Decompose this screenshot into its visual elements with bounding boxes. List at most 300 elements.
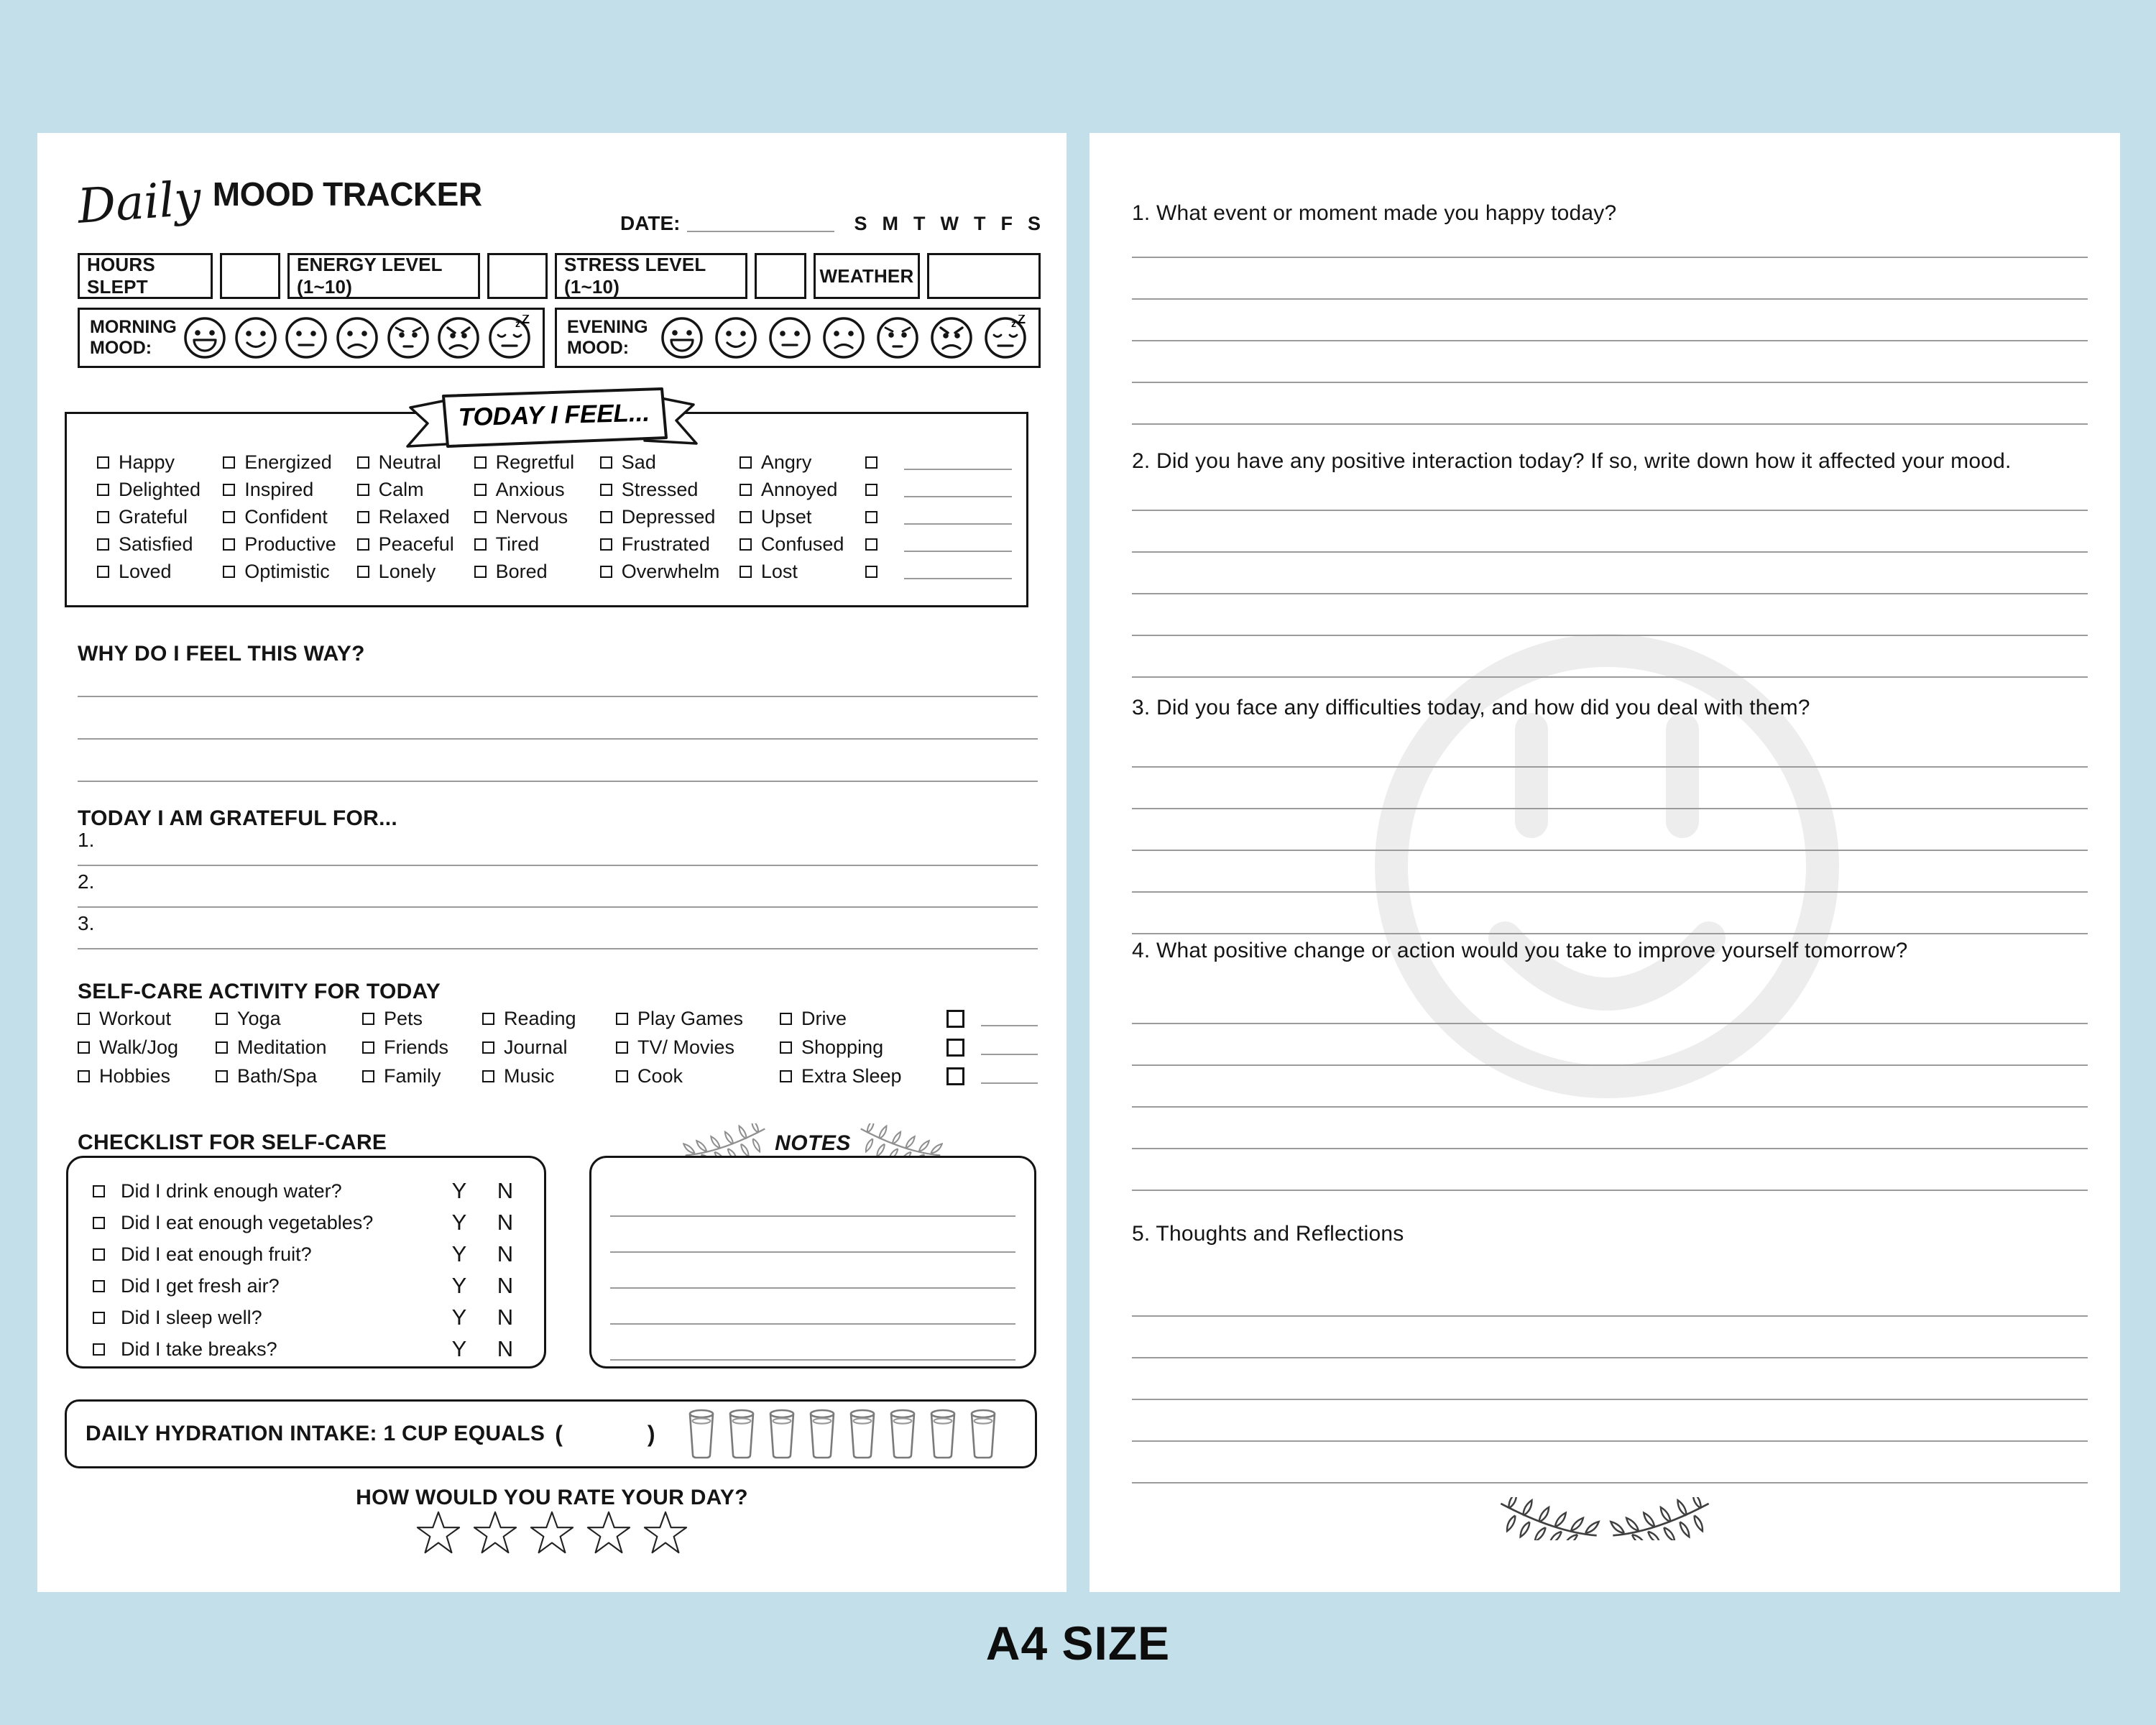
checkbox-icon[interactable]	[865, 566, 877, 578]
grateful-item[interactable]: 2.	[78, 866, 1038, 908]
checkbox-icon[interactable]	[362, 1013, 374, 1025]
checkbox-icon[interactable]	[93, 1343, 105, 1356]
checkbox-icon[interactable]	[97, 484, 109, 496]
checkbox-icon[interactable]	[740, 484, 752, 496]
rating-heading: HOW WOULD YOU RATE YOUR DAY?	[356, 1486, 748, 1509]
checkbox-icon[interactable]	[616, 1013, 628, 1025]
checkbox-icon[interactable]	[357, 538, 369, 551]
selfcare-label: TV/ Movies	[637, 1036, 735, 1058]
checkbox-icon[interactable]	[865, 456, 877, 469]
write-line[interactable]	[1132, 983, 2088, 1024]
checkbox-icon[interactable]	[865, 511, 877, 523]
feeling-option[interactable]	[600, 503, 740, 530]
feeling-option[interactable]	[97, 476, 223, 503]
write-line[interactable]	[610, 1289, 1015, 1325]
selfcare-column	[616, 1004, 780, 1090]
feeling-label: Tired	[495, 533, 540, 555]
water-cup-icon[interactable]	[929, 1408, 957, 1460]
selfcare-label: Music	[504, 1064, 555, 1087]
frown-face-icon[interactable]	[821, 315, 867, 361]
leaf-branch-left	[1495, 1497, 1603, 1544]
yes-option[interactable]: Y	[451, 1273, 467, 1298]
sleepy-face-icon[interactable]	[982, 315, 1028, 361]
selfcare-option[interactable]	[216, 1062, 362, 1090]
selfcare-label: Bath/Spa	[237, 1064, 318, 1087]
checklist-question: Did I sleep well?	[121, 1306, 262, 1328]
checkbox-icon[interactable]	[78, 1013, 90, 1025]
selfcare-label: Cook	[637, 1064, 683, 1087]
feeling-label: Happy	[119, 451, 175, 473]
checkbox-icon[interactable]	[865, 538, 877, 551]
feeling-custom-option[interactable]	[865, 476, 1012, 503]
feeling-option[interactable]	[474, 503, 600, 530]
feeling-option[interactable]	[474, 530, 600, 558]
feeling-option[interactable]	[223, 503, 356, 530]
selfcare-option[interactable]	[780, 1033, 946, 1062]
question-lines	[1132, 469, 2088, 678]
info-label-stress-level-1-10-: STRESS LEVEL (1~10)	[555, 253, 747, 299]
feeling-option[interactable]	[474, 476, 600, 503]
question-label: 4. What positive change or action would you take to improve yourself tomorrow?	[1132, 939, 1908, 962]
write-line[interactable]	[1132, 1358, 2088, 1400]
no-option[interactable]: N	[497, 1336, 514, 1361]
selfcare-option[interactable]	[616, 1062, 780, 1090]
neutral-face-icon[interactable]	[767, 315, 813, 361]
worried-face-icon[interactable]	[875, 315, 921, 361]
write-line[interactable]	[1132, 1024, 2088, 1066]
question-lines	[1132, 1275, 2088, 1484]
angry-face-icon[interactable]	[929, 315, 975, 361]
selfcare-option[interactable]	[616, 1004, 780, 1033]
week-letter[interactable]: F	[1000, 213, 1013, 234]
question-lines	[1132, 216, 2088, 425]
write-line[interactable]	[78, 697, 1038, 740]
write-line[interactable]	[1132, 851, 2088, 893]
week-letter[interactable]: T	[913, 213, 926, 234]
checkbox-icon[interactable]	[78, 1041, 90, 1054]
checkbox-icon[interactable]	[600, 566, 612, 578]
feelings-column	[600, 448, 740, 585]
feeling-custom-option[interactable]	[865, 530, 1012, 558]
feeling-option[interactable]	[740, 530, 865, 558]
smile-face-icon[interactable]	[233, 315, 279, 361]
no-option[interactable]: N	[497, 1305, 514, 1330]
feeling-label: Depressed	[621, 505, 716, 528]
question-label: 2. Did you have any positive interaction today? If so, write down how it affected your mood.	[1132, 449, 2012, 473]
checkbox-icon[interactable]	[97, 538, 109, 551]
no-option[interactable]: N	[497, 1273, 514, 1298]
week-letters	[839, 213, 1041, 235]
write-line[interactable]	[1132, 726, 2088, 768]
no-option[interactable]: N	[497, 1210, 514, 1235]
feeling-option[interactable]	[357, 558, 474, 585]
checkbox-icon[interactable]	[223, 511, 235, 523]
checkbox-icon[interactable]	[93, 1185, 105, 1197]
feeling-label: Relaxed	[378, 505, 450, 528]
selfcare-option[interactable]	[482, 1004, 616, 1033]
feeling-label: Energized	[244, 451, 332, 473]
water-cup-icon[interactable]	[969, 1408, 998, 1460]
star-icon[interactable]	[416, 1510, 461, 1555]
checkbox-icon[interactable]	[740, 566, 752, 578]
water-cup-icon[interactable]	[768, 1408, 796, 1460]
checkbox-icon[interactable]	[780, 1013, 792, 1025]
feeling-option[interactable]	[740, 476, 865, 503]
write-line[interactable]	[1132, 1275, 2088, 1317]
feeling-option[interactable]	[600, 476, 740, 503]
smile-face-icon[interactable]	[713, 315, 759, 361]
feeling-label: Confused	[760, 533, 844, 555]
selfcare-option[interactable]	[362, 1004, 482, 1033]
checkbox-icon[interactable]	[223, 538, 235, 551]
rating-stars	[37, 1510, 1067, 1555]
checkbox-icon[interactable]	[616, 1041, 628, 1054]
hydration-open-paren: (	[555, 1420, 563, 1447]
checkbox-icon[interactable]	[946, 1010, 964, 1028]
star-icon[interactable]	[643, 1510, 688, 1555]
write-line[interactable]	[904, 564, 1012, 579]
selfcare-label: Yoga	[237, 1007, 281, 1029]
bottom-leaves-decoration	[1089, 1497, 2120, 1544]
checkbox-icon[interactable]	[97, 456, 109, 469]
selfcare-custom-option[interactable]	[946, 1004, 1038, 1033]
water-cup-icon[interactable]	[727, 1408, 756, 1460]
feeling-option[interactable]	[357, 476, 474, 503]
write-line[interactable]	[1132, 1400, 2088, 1442]
question-lines	[1132, 983, 2088, 1191]
write-line[interactable]	[1132, 553, 2088, 594]
selfcare-label: Walk/Jog	[99, 1036, 179, 1058]
question-label: 1. What event or moment made you happy today?	[1132, 201, 1617, 225]
checkbox-icon[interactable]	[78, 1070, 90, 1082]
write-line[interactable]	[78, 655, 1038, 697]
grateful-item[interactable]: 1.	[78, 824, 1038, 866]
selfcare-option[interactable]	[78, 1062, 216, 1090]
write-line[interactable]	[1132, 1317, 2088, 1358]
feelings-column	[223, 448, 356, 585]
hydration-close-paren: )	[647, 1420, 655, 1447]
checkbox-icon[interactable]	[357, 566, 369, 578]
page-header	[75, 170, 1041, 254]
feeling-label: Stressed	[621, 478, 699, 500]
page-title: MOOD TRACKER	[212, 175, 482, 213]
selfcare-option[interactable]	[780, 1062, 946, 1090]
write-line[interactable]	[1132, 768, 2088, 809]
feeling-option[interactable]	[474, 558, 600, 585]
selfcare-column	[780, 1004, 946, 1090]
checkbox-icon[interactable]	[223, 566, 235, 578]
checkbox-icon[interactable]	[740, 538, 752, 551]
selfcare-label: Shopping	[801, 1036, 884, 1058]
feeling-label: Grateful	[119, 505, 188, 528]
checkbox-icon[interactable]	[616, 1070, 628, 1082]
selfcare-column	[216, 1004, 362, 1090]
feeling-label: Regretful	[495, 451, 575, 473]
checklist-row	[93, 1207, 528, 1238]
leaf-branch-right	[1607, 1497, 1715, 1544]
feeling-option[interactable]	[223, 530, 356, 558]
week-letter[interactable]: W	[940, 213, 959, 234]
selfcare-label: Family	[384, 1064, 441, 1087]
write-line[interactable]	[610, 1253, 1015, 1289]
feeling-custom-option[interactable]	[865, 448, 1012, 476]
feeling-option[interactable]	[223, 558, 356, 585]
selfcare-option[interactable]	[216, 1004, 362, 1033]
neutral-face-icon[interactable]	[283, 315, 329, 361]
svg-text:Z: Z	[521, 315, 530, 326]
week-letter[interactable]: S	[1027, 213, 1041, 234]
checklist-row	[93, 1302, 528, 1333]
yes-option[interactable]: Y	[451, 1178, 467, 1203]
write-line[interactable]	[904, 536, 1012, 552]
evening-mood-faces	[659, 315, 1028, 361]
why-heading: WHY DO I FEEL THIS WAY?	[78, 642, 365, 666]
info-input-box[interactable]	[755, 253, 806, 299]
checkbox-icon[interactable]	[780, 1070, 792, 1082]
write-line[interactable]	[610, 1325, 1015, 1361]
selfcare-option[interactable]	[482, 1062, 616, 1090]
checkbox-icon[interactable]	[216, 1041, 228, 1054]
write-line[interactable]	[78, 740, 1038, 782]
feeling-label: Delighted	[119, 478, 201, 500]
write-line[interactable]	[1132, 1066, 2088, 1108]
feeling-option[interactable]	[97, 558, 223, 585]
write-line[interactable]	[981, 1068, 1038, 1084]
water-cup-icon[interactable]	[848, 1408, 877, 1460]
feeling-option[interactable]	[600, 530, 740, 558]
feeling-custom-option[interactable]	[865, 558, 1012, 585]
selfcare-option[interactable]	[362, 1033, 482, 1062]
feeling-option[interactable]	[223, 448, 356, 476]
water-cup-icon[interactable]	[888, 1408, 917, 1460]
yes-option[interactable]: Y	[451, 1241, 467, 1266]
feeling-option[interactable]	[740, 448, 865, 476]
info-input-box[interactable]	[927, 253, 1041, 299]
write-line[interactable]	[1132, 258, 2088, 300]
leaf-branch-icon	[683, 1123, 768, 1159]
selfcare-option[interactable]	[780, 1004, 946, 1033]
week-letter[interactable]: T	[973, 213, 986, 234]
svg-text:Z: Z	[1018, 315, 1026, 326]
selfcare-label: Extra Sleep	[801, 1064, 902, 1087]
checklist-row	[93, 1238, 528, 1270]
selfcare-option[interactable]	[78, 1033, 216, 1062]
checkbox-icon[interactable]	[474, 566, 487, 578]
checkbox-icon[interactable]	[474, 511, 487, 523]
selfcare-label: Workout	[99, 1007, 172, 1029]
selfcare-option[interactable]	[362, 1062, 482, 1090]
write-line[interactable]	[1132, 809, 2088, 851]
feeling-label: Calm	[378, 478, 424, 500]
selfcare-option[interactable]	[482, 1033, 616, 1062]
leaf-branch-icon	[1495, 1497, 1603, 1540]
write-line[interactable]	[1132, 469, 2088, 511]
selfcare-option[interactable]	[216, 1033, 362, 1062]
grin-face-icon[interactable]	[659, 315, 705, 361]
no-option[interactable]: N	[497, 1178, 514, 1203]
checkbox-icon[interactable]	[740, 456, 752, 469]
checkbox-icon[interactable]	[600, 484, 612, 496]
write-line[interactable]	[904, 509, 1012, 525]
selfcare-label: Pets	[384, 1007, 423, 1029]
selfcare-option[interactable]	[78, 1004, 216, 1033]
checklist-question: Did I eat enough fruit?	[121, 1243, 312, 1265]
feeling-label: Sad	[621, 451, 656, 473]
selfcare-column	[362, 1004, 482, 1090]
checkbox-icon[interactable]	[780, 1041, 792, 1054]
checkbox-icon[interactable]	[93, 1280, 105, 1292]
date-input-line[interactable]	[687, 213, 834, 232]
frown-face-icon[interactable]	[334, 315, 380, 361]
selfcare-column	[482, 1004, 616, 1090]
title-script: Daily	[75, 170, 203, 234]
banner-label: TODAY I FEEL...	[458, 398, 650, 432]
notes-box	[589, 1156, 1036, 1368]
info-label-hours-slept: HOURS SLEPT	[78, 253, 213, 299]
write-line[interactable]	[1132, 1108, 2088, 1149]
no-option[interactable]: N	[497, 1241, 514, 1266]
week-letter[interactable]: M	[882, 213, 898, 234]
water-cup-icon[interactable]	[808, 1408, 837, 1460]
write-line[interactable]	[1132, 1442, 2088, 1484]
selfcare-custom-option[interactable]	[946, 1033, 1038, 1062]
feeling-option[interactable]	[740, 558, 865, 585]
write-line[interactable]	[610, 1217, 1015, 1253]
why-lines	[78, 655, 1038, 782]
checkbox-icon[interactable]	[223, 484, 235, 496]
feeling-option[interactable]	[357, 530, 474, 558]
feeling-option[interactable]	[223, 476, 356, 503]
feeling-label: Confident	[244, 505, 328, 528]
feelings-grid	[97, 448, 1012, 585]
checkbox-icon[interactable]	[216, 1013, 228, 1025]
yes-option[interactable]: Y	[451, 1210, 467, 1235]
write-line[interactable]	[1132, 594, 2088, 636]
info-label-weather: WEATHER	[814, 253, 920, 299]
selfcare-column	[78, 1004, 216, 1090]
feelings-column	[97, 448, 223, 585]
checkbox-icon[interactable]	[97, 511, 109, 523]
checkbox-icon[interactable]	[740, 511, 752, 523]
checkbox-icon[interactable]	[600, 538, 612, 551]
write-line[interactable]	[1132, 511, 2088, 553]
info-input-box[interactable]	[487, 253, 548, 299]
write-line[interactable]	[904, 482, 1012, 497]
write-line[interactable]	[1132, 893, 2088, 934]
worried-face-icon[interactable]	[385, 315, 431, 361]
checkbox-icon[interactable]	[482, 1070, 494, 1082]
feeling-option[interactable]	[600, 558, 740, 585]
feeling-label: Annoyed	[760, 478, 838, 500]
feeling-option[interactable]	[97, 448, 223, 476]
checkbox-icon[interactable]	[482, 1041, 494, 1054]
selfcare-option[interactable]	[616, 1033, 780, 1062]
feeling-label: Angry	[760, 451, 812, 473]
svg-text:z: z	[1011, 318, 1016, 329]
write-line[interactable]	[610, 1181, 1015, 1217]
checkbox-icon[interactable]	[93, 1312, 105, 1324]
write-line[interactable]	[1132, 300, 2088, 341]
write-line[interactable]	[1132, 216, 2088, 258]
feeling-label: Lost	[760, 560, 798, 582]
selfcare-custom-option[interactable]	[946, 1062, 1038, 1090]
checkbox-icon[interactable]	[97, 566, 109, 578]
question-label: 3. Did you face any difficulties today, and how did you deal with them?	[1132, 696, 1810, 719]
selfcare-label: Hobbies	[99, 1064, 171, 1087]
checkbox-icon[interactable]	[362, 1070, 374, 1082]
write-line[interactable]	[981, 1011, 1038, 1026]
feelings-column	[357, 448, 474, 585]
feeling-option[interactable]	[740, 503, 865, 530]
write-line[interactable]	[1132, 341, 2088, 383]
feeling-label: Satisfied	[119, 533, 193, 555]
evening-mood-box	[555, 308, 1041, 368]
grateful-item[interactable]: 3.	[78, 908, 1038, 949]
checklist-heading: CHECKLIST FOR SELF-CARE	[78, 1131, 387, 1154]
right-page	[1089, 133, 2120, 1592]
grateful-heading: TODAY I AM GRATEFUL FOR...	[78, 806, 398, 830]
morning-mood-faces	[182, 315, 533, 361]
star-icon[interactable]	[473, 1510, 517, 1555]
grateful-list	[78, 824, 1038, 949]
yes-option[interactable]: Y	[451, 1305, 467, 1330]
feeling-custom-option[interactable]	[865, 503, 1012, 530]
morning-mood-label: MORNING MOOD:	[90, 317, 177, 358]
sleepy-face-icon[interactable]	[487, 315, 533, 361]
checkbox-icon[interactable]	[946, 1039, 964, 1057]
write-line[interactable]	[1132, 636, 2088, 678]
feeling-label: Upset	[760, 505, 812, 528]
checkbox-icon[interactable]	[865, 484, 877, 496]
yes-option[interactable]: Y	[451, 1336, 467, 1361]
info-input-box[interactable]	[220, 253, 280, 299]
week-letter[interactable]: S	[854, 213, 867, 234]
water-cup-icon[interactable]	[687, 1408, 716, 1460]
write-line[interactable]	[981, 1039, 1038, 1055]
angry-face-icon[interactable]	[436, 315, 482, 361]
checkbox-icon[interactable]	[357, 456, 369, 469]
info-label-energy-level-1-10-: ENERGY LEVEL (1~10)	[287, 253, 480, 299]
feeling-option[interactable]	[97, 503, 223, 530]
checkbox-icon[interactable]	[357, 511, 369, 523]
feeling-option[interactable]	[97, 530, 223, 558]
checkbox-icon[interactable]	[600, 511, 612, 523]
selfcare-label: Friends	[384, 1036, 449, 1058]
write-line[interactable]	[1132, 1149, 2088, 1191]
feeling-label: Inspired	[244, 478, 314, 500]
hydration-box	[65, 1399, 1037, 1468]
selfcare-label: Drive	[801, 1007, 847, 1029]
write-line[interactable]	[1132, 383, 2088, 425]
checkbox-icon[interactable]	[93, 1248, 105, 1261]
checkbox-icon[interactable]	[216, 1070, 228, 1082]
checklist-box	[66, 1156, 546, 1368]
checkbox-icon[interactable]	[223, 456, 235, 469]
star-icon[interactable]	[586, 1510, 631, 1555]
checkbox-icon[interactable]	[93, 1217, 105, 1229]
checkbox-icon[interactable]	[474, 538, 487, 551]
date-group	[620, 212, 1041, 235]
star-icon[interactable]	[530, 1510, 574, 1555]
checkbox-icon[interactable]	[357, 484, 369, 496]
grin-face-icon[interactable]	[182, 315, 228, 361]
feeling-option[interactable]	[357, 503, 474, 530]
checkbox-icon[interactable]	[946, 1067, 964, 1085]
checkbox-icon[interactable]	[482, 1013, 494, 1025]
checkbox-icon[interactable]	[362, 1041, 374, 1054]
write-line[interactable]	[904, 454, 1012, 470]
checkbox-icon[interactable]	[474, 484, 487, 496]
